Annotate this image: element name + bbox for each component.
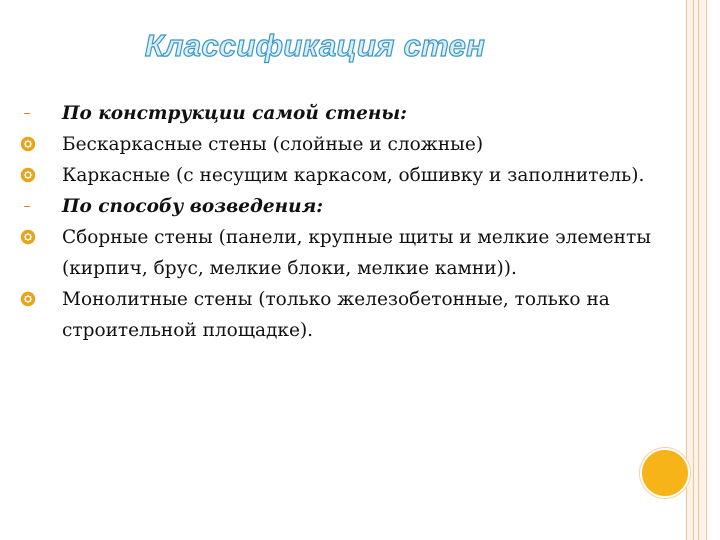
- list-item: [20, 129, 660, 160]
- bullet-text: Каркасные (с несущим каркасом, обшивку и заполнитель).: [62, 165, 645, 186]
- right-border-band: [686, 0, 706, 540]
- slide-title: Классификация стен: [144, 28, 486, 63]
- list-item: [20, 222, 660, 284]
- gear-bullet-icon: [20, 222, 52, 253]
- bullet-text: Бескаркасные стены (слойные и сложные): [62, 134, 484, 155]
- gear-bullet-icon: [20, 160, 52, 191]
- decorative-circle: [640, 448, 690, 498]
- gear-bullet-icon: [20, 284, 52, 315]
- bullet-text: Монолитные стены (только железобетонные, только на строительной площадке).: [62, 289, 610, 341]
- right-border-line-3: [698, 0, 699, 540]
- section-heading: По способу возведения:: [62, 196, 324, 217]
- right-border-line-2: [693, 0, 694, 540]
- right-border-line-4: [706, 0, 707, 540]
- list-item-heading: [20, 98, 660, 129]
- section-heading: По конструкции самой стены:: [62, 103, 407, 124]
- list-item: [20, 160, 660, 191]
- dash-icon: [20, 98, 52, 129]
- slide-content: [20, 98, 660, 346]
- list-item-heading: [20, 191, 660, 222]
- dash-icon: [20, 191, 52, 222]
- list-item: [20, 284, 660, 346]
- gear-bullet-icon: [20, 129, 52, 160]
- bullet-text: Сборные стены (панели, крупные щиты и мелкие элементы (кирпич, брус, мелкие блоки, мелкие камни)).: [62, 227, 651, 279]
